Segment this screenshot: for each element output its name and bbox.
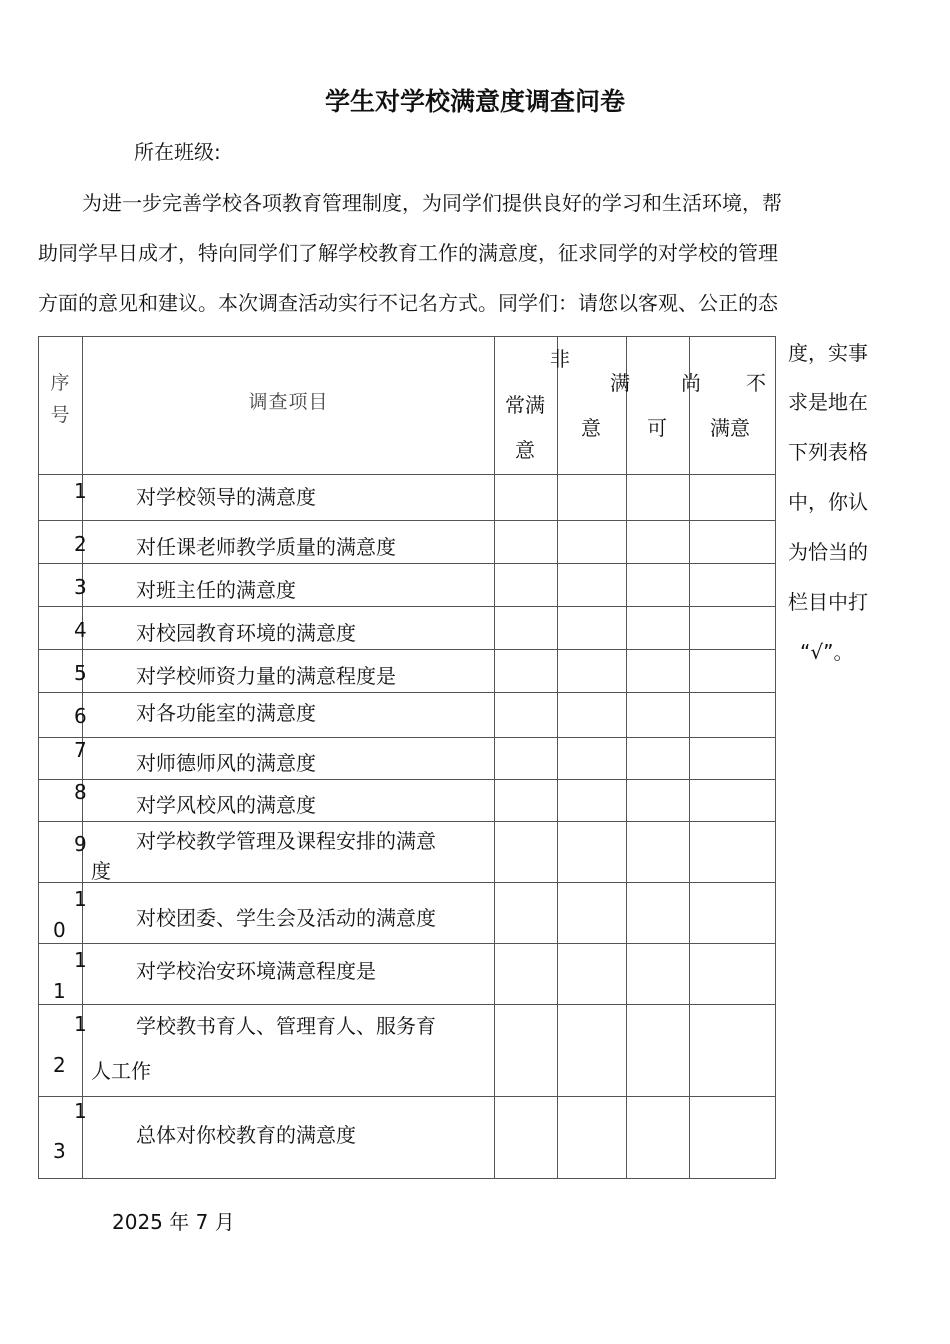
checkbox-cell[interactable] [558,521,627,564]
row-number: 1 2 [39,1005,83,1097]
row-number: 1 [39,475,83,521]
row-number: 1 1 [39,944,83,1005]
checkbox-cell[interactable] [558,883,627,944]
table-row [39,883,776,944]
row-item: 对校团委、学生会及活动的满意度 [83,883,495,944]
checkbox-cell[interactable] [627,738,690,780]
table-header-row [39,337,776,475]
row-number: 1 0 [39,883,83,944]
row-number: 7 [39,738,83,780]
checkbox-cell[interactable] [690,607,776,650]
row-number: 6 [39,693,83,738]
table-row [39,738,776,780]
checkbox-cell[interactable] [690,693,776,738]
checkbox-cell[interactable] [558,822,627,883]
checkbox-cell[interactable] [690,564,776,607]
checkbox-cell[interactable] [690,650,776,693]
table-row [39,1097,776,1179]
checkbox-cell[interactable] [690,780,776,822]
checkbox-cell[interactable] [690,738,776,780]
row-item: 对学校师资力量的满意程度是 [83,650,495,693]
table-row [39,1005,776,1097]
survey-table [38,336,776,1179]
row-item: 对各功能室的满意度 [83,693,495,738]
page-title: 学生对学校满意度调查问卷 [324,87,625,116]
header-dissatisfied: 不 满意 [690,337,776,475]
row-number: 9 [39,822,83,883]
header-seq: 序 号 [39,337,83,475]
checkbox-cell[interactable] [627,475,690,521]
header-satisfied: 满 意 [558,337,627,475]
checkbox-cell[interactable] [495,564,558,607]
checkbox-cell[interactable] [627,1005,690,1097]
checkbox-cell[interactable] [495,883,558,944]
table-row [39,607,776,650]
checkbox-cell[interactable] [627,1097,690,1179]
row-number: 8 [39,780,83,822]
checkbox-cell[interactable] [495,1097,558,1179]
checkbox-cell[interactable] [690,521,776,564]
row-item: 总体对你校教育的满意度 [83,1097,495,1179]
table-row [39,564,776,607]
checkbox-cell[interactable] [627,944,690,1005]
checkbox-cell[interactable] [558,693,627,738]
side-text-line: 度，实事 [788,341,868,365]
header-item: 调查项目 [83,337,495,475]
checkbox-cell[interactable] [558,607,627,650]
checkbox-cell[interactable] [690,944,776,1005]
header-very-satisfied: 非 常满 意 [495,337,558,475]
checkbox-cell[interactable] [495,693,558,738]
checkbox-cell[interactable] [495,944,558,1005]
row-item: 学校教书育人、管理育人、服务育 人工作 [83,1005,495,1097]
table-row [39,475,776,521]
header-acceptable: 尚 可 [627,337,690,475]
row-item: 对学风校风的满意度 [83,780,495,822]
table-row [39,780,776,822]
row-number: 3 [39,564,83,607]
checkbox-cell[interactable] [627,883,690,944]
row-item: 对师德师风的满意度 [83,738,495,780]
checkbox-cell[interactable] [690,475,776,521]
table-row [39,650,776,693]
intro-line-3: 方面的意见和建议。本次调查活动实行不记名方式。同学们：请您以客观、公正的态 [38,291,778,315]
intro-line-2: 助同学早日成才，特向同学们了解学校教育工作的满意度，征求同学的对学校的管理 [38,241,778,265]
checkbox-cell[interactable] [495,780,558,822]
checkbox-cell[interactable] [690,1097,776,1179]
row-item: 对班主任的满意度 [83,564,495,607]
checkbox-cell[interactable] [558,1097,627,1179]
row-item: 对学校领导的满意度 [83,475,495,521]
side-text-line: “√”。 [800,640,854,664]
checkbox-cell[interactable] [627,780,690,822]
checkbox-cell[interactable] [690,1005,776,1097]
survey-date: 2025 年 7 月 [112,1210,235,1234]
checkbox-cell[interactable] [495,1005,558,1097]
table-row [39,521,776,564]
table-row [39,822,776,883]
class-label: 所在班级: [134,140,221,164]
checkbox-cell[interactable] [627,693,690,738]
checkbox-cell[interactable] [690,822,776,883]
checkbox-cell[interactable] [495,650,558,693]
checkbox-cell[interactable] [495,607,558,650]
side-text-line: 求是地在 [788,390,868,414]
side-text-line: 栏目中打 [788,590,868,614]
side-text-line: 为恰当的 [788,540,868,564]
checkbox-cell[interactable] [558,475,627,521]
row-item: 对学校治安环境满意程度是 [83,944,495,1005]
table-row [39,693,776,738]
checkbox-cell[interactable] [627,607,690,650]
row-number: 1 3 [39,1097,83,1179]
checkbox-cell[interactable] [495,822,558,883]
checkbox-cell[interactable] [558,1005,627,1097]
intro-line-1: 为进一步完善学校各项教育管理制度，为同学们提供良好的学习和生活环境，帮 [82,191,782,215]
checkbox-cell[interactable] [558,738,627,780]
row-number: 5 [39,650,83,693]
checkbox-cell[interactable] [558,564,627,607]
checkbox-cell[interactable] [627,521,690,564]
checkbox-cell[interactable] [558,944,627,1005]
checkbox-cell[interactable] [495,521,558,564]
row-item: 对任课老师教学质量的满意度 [83,521,495,564]
row-number: 2 [39,521,83,564]
checkbox-cell[interactable] [495,475,558,521]
table-row [39,944,776,1005]
side-text-line: 中，你认 [788,490,868,514]
row-number: 4 [39,607,83,650]
row-item: 对校园教育环境的满意度 [83,607,495,650]
checkbox-cell[interactable] [627,564,690,607]
checkbox-cell[interactable] [495,738,558,780]
row-item: 对学校教学管理及课程安排的满意 度 [83,822,495,883]
checkbox-cell[interactable] [690,883,776,944]
checkbox-cell[interactable] [627,650,690,693]
checkbox-cell[interactable] [558,650,627,693]
side-text-line: 下列表格 [788,440,868,464]
checkbox-cell[interactable] [627,822,690,883]
checkbox-cell[interactable] [558,780,627,822]
